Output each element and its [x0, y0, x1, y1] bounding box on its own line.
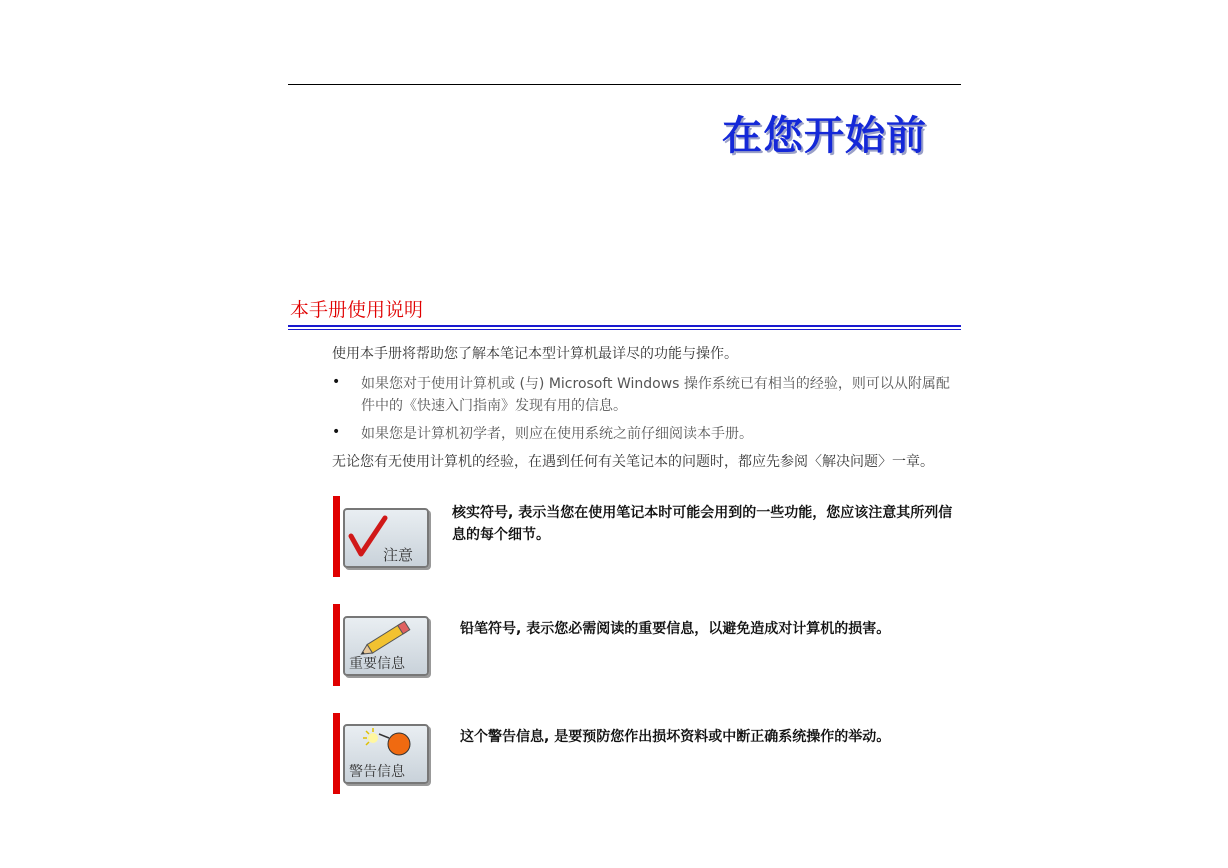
notice-bar	[333, 496, 340, 577]
pencil-icon-label: 重要信息	[349, 656, 405, 672]
warning-icon-label: 警告信息	[349, 764, 405, 780]
bullet-marker: •	[332, 374, 341, 390]
section-rule	[288, 325, 961, 327]
pencil-icon	[343, 616, 429, 676]
closing-paragraph: 无论您有无使用计算机的经验，在遇到任何有关笔记本的问题时，都应先参阅〈解决问题〉一章。	[332, 454, 934, 470]
bullet-item-beginner: 如果您是计算机初学者，则应在使用系统之前仔细阅读本手册。	[361, 426, 753, 442]
notice-text-pencil: 铅笔符号, 表示您必需阅读的重要信息，以避免造成对计算机的损害。	[460, 621, 891, 637]
notice-text-check: 核实符号, 表示当您在使用笔记本时可能会用到的一些功能，您应该注意其所列信息的每个细节。	[452, 505, 953, 543]
intro-paragraph: 使用本手册将帮助您了解本笔记本型计算机最详尽的功能与操作。	[332, 346, 738, 362]
section-title: 本手册使用说明	[290, 299, 424, 321]
chapter-title: 在您开始前	[722, 112, 927, 159]
bullet-marker: •	[332, 424, 341, 440]
bullet-item-experienced: 如果您对于使用计算机或 (与) Microsoft Windows 操作系统已有相当的经验，则可以从附属配件中的《快速入门指南》发现有用的信息。	[361, 376, 950, 414]
top-rule	[288, 84, 961, 85]
checkmark-icon-label: 注意	[383, 546, 414, 564]
section-rule-thin	[288, 329, 961, 330]
checkmark-icon	[343, 508, 429, 568]
notice-bar	[333, 713, 340, 794]
notice-bar	[333, 604, 340, 686]
warning-bomb-icon	[343, 724, 429, 784]
notice-text-warning: 这个警告信息, 是要预防您作出损坏资料或中断正确系统操作的举动。	[460, 729, 891, 745]
